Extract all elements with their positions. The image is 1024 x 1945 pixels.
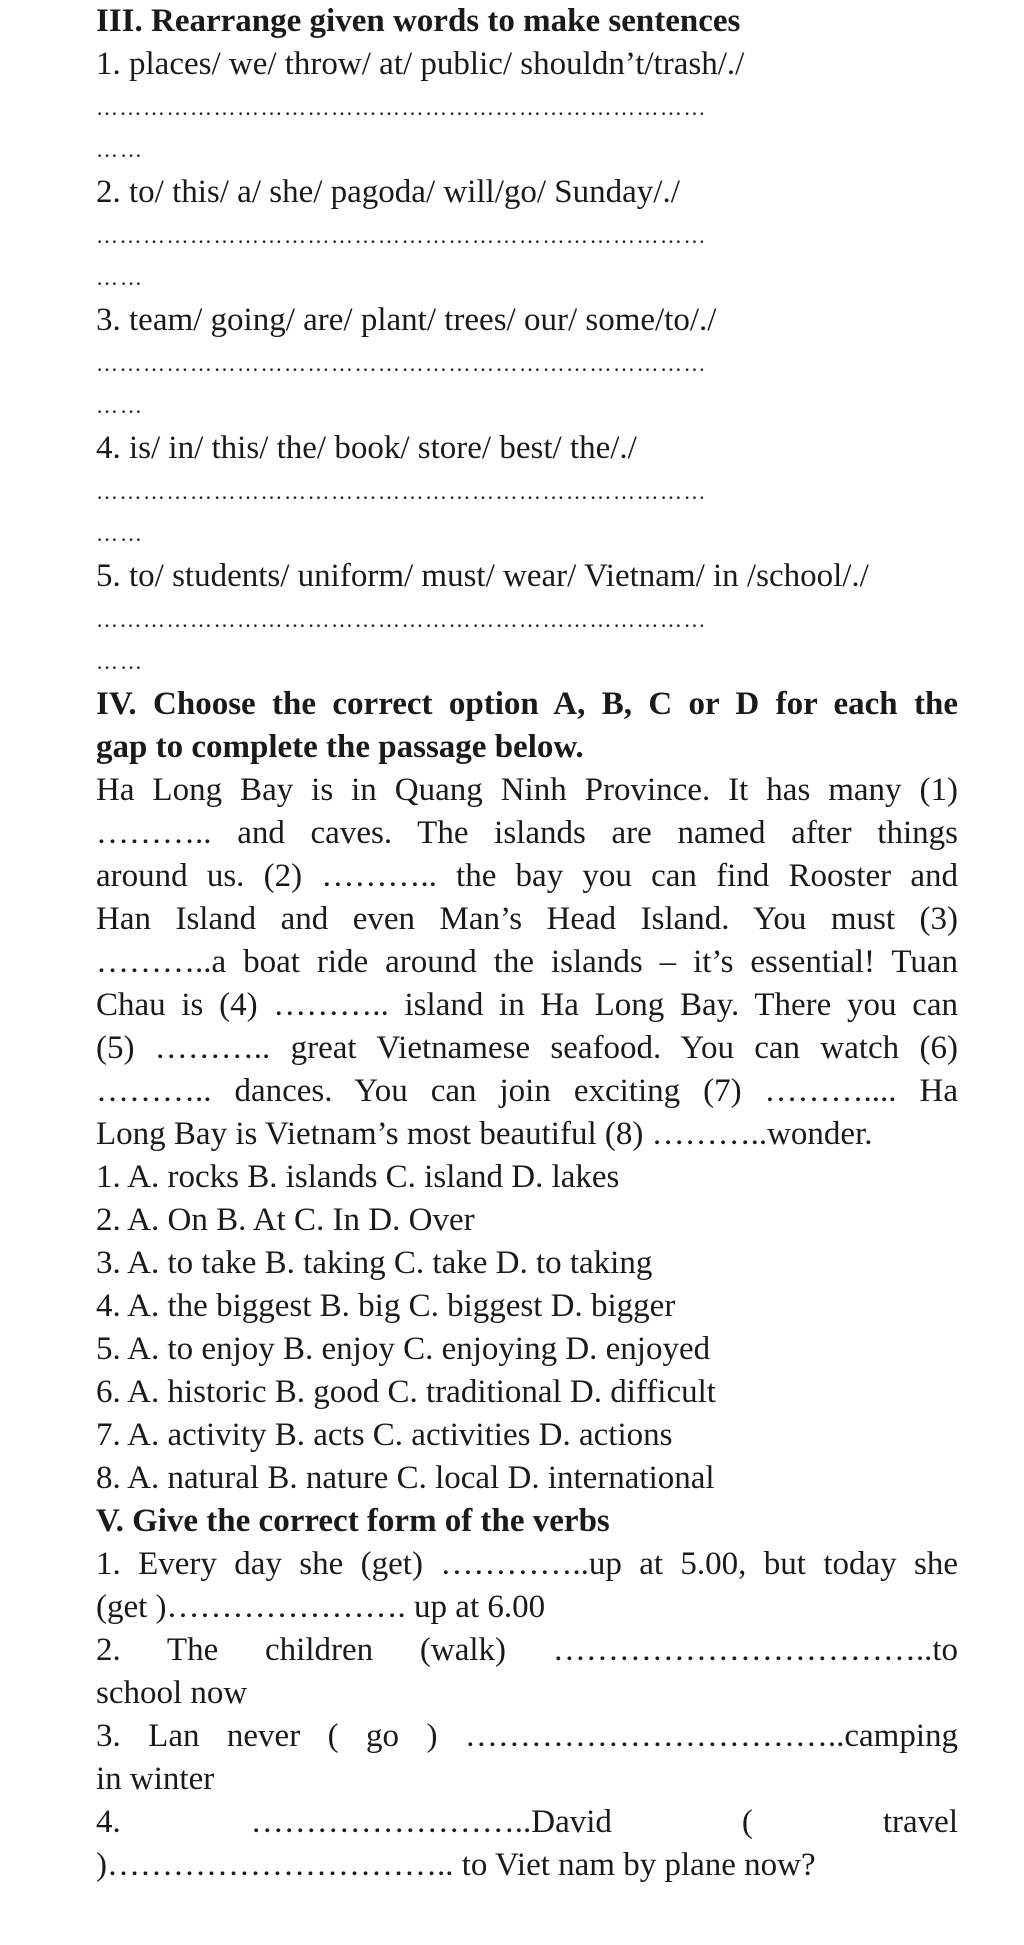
answer-line-3: …………………………………………………………………… — [96, 351, 707, 376]
verb-question-3-line-2: in winter — [96, 1761, 215, 1797]
answer-line-4: …………………………………………………………………… — [96, 479, 707, 504]
answer-tail-4: …… — [96, 521, 144, 546]
section-4-heading-line-1: IV. Choose the correct option A, B, C or D for each the — [96, 686, 958, 722]
rearrange-prompt-5: 5. to/ students/ uniform/ must/ wear/ Vietnam/ in /school/./ — [96, 558, 869, 594]
rearrange-prompt-3: 3. team/ going/ are/ plant/ trees/ our/ some/to/./ — [96, 302, 717, 338]
option-row-6: 6. A. historic B. good C. traditional D. difficult — [96, 1374, 716, 1410]
passage-line: (5) ……….. great Vietnamese seafood. You can watch (6) — [96, 1030, 958, 1066]
option-row-1: 1. A. rocks B. islands C. island D. lakes — [96, 1159, 620, 1195]
answer-line-5: …………………………………………………………………… — [96, 607, 707, 632]
answer-tail-5: …… — [96, 649, 144, 674]
verb-question-4-line-2: )………………………….. to Viet nam by plane now? — [96, 1847, 816, 1883]
answer-line-2: …………………………………………………………………… — [96, 223, 707, 248]
passage-line: ……….. and caves. The islands are named after things — [96, 815, 958, 851]
verb-question-2-line-1: 2. The children (walk) ……………………………..to — [96, 1632, 958, 1668]
passage-line: Han Island and even Man’s Head Island. You must (3) — [96, 901, 958, 937]
verb-question-4-line-1: 4. ……………………..David ( travel — [96, 1804, 958, 1840]
verb-question-2-line-2: school now — [96, 1675, 248, 1711]
verb-question-1-line-1: 1. Every day she (get) …………..up at 5.00, but today she — [96, 1546, 958, 1582]
answer-tail-3: …… — [96, 393, 144, 418]
rearrange-prompt-1: 1. places/ we/ throw/ at/ public/ shouldn’t/trash/./ — [96, 46, 745, 82]
section-3-heading: III. Rearrange given words to make sentences — [96, 3, 741, 39]
option-row-7: 7. A. activity B. acts C. activities D. actions — [96, 1417, 673, 1453]
option-row-5: 5. A. to enjoy B. enjoy C. enjoying D. enjoyed — [96, 1331, 711, 1367]
passage-line: ………..a boat ride around the islands – it’s essential! Tuan — [96, 944, 958, 980]
passage-line: around us. (2) ……….. the bay you can find Rooster and — [96, 858, 958, 894]
passage-line: ……….. dances. You can join exciting (7) ……….... Ha — [96, 1073, 958, 1109]
passage-line: Ha Long Bay is in Quang Ninh Province. It has many (1) — [96, 772, 958, 808]
option-row-3: 3. A. to take B. taking C. take D. to taking — [96, 1245, 653, 1281]
option-row-8: 8. A. natural B. nature C. local D. international — [96, 1460, 715, 1496]
answer-tail-1: …… — [96, 137, 144, 162]
section-5-heading: V. Give the correct form of the verbs — [96, 1503, 610, 1539]
option-row-4: 4. A. the biggest B. big C. biggest D. bigger — [96, 1288, 676, 1324]
passage-line: Chau is (4) ……….. island in Ha Long Bay. There you can — [96, 987, 958, 1023]
rearrange-prompt-2: 2. to/ this/ a/ she/ pagoda/ will/go/ Sunday/./ — [96, 174, 680, 210]
answer-line-1: …………………………………………………………………… — [96, 95, 707, 120]
verb-question-1-line-2: (get )…………………. up at 6.00 — [96, 1589, 546, 1625]
section-4-heading-line-2: gap to complete the passage below. — [96, 729, 584, 765]
answer-tail-2: …… — [96, 265, 144, 290]
verb-question-3-line-1: 3. Lan never ( go ) ……………………………..camping — [96, 1718, 958, 1754]
rearrange-prompt-4: 4. is/ in/ this/ the/ book/ store/ best/ the/./ — [96, 430, 637, 466]
option-row-2: 2. A. On B. At C. In D. Over — [96, 1202, 475, 1238]
passage-line: Long Bay is Vietnam’s most beautiful (8) ………..wonder. — [96, 1116, 873, 1152]
